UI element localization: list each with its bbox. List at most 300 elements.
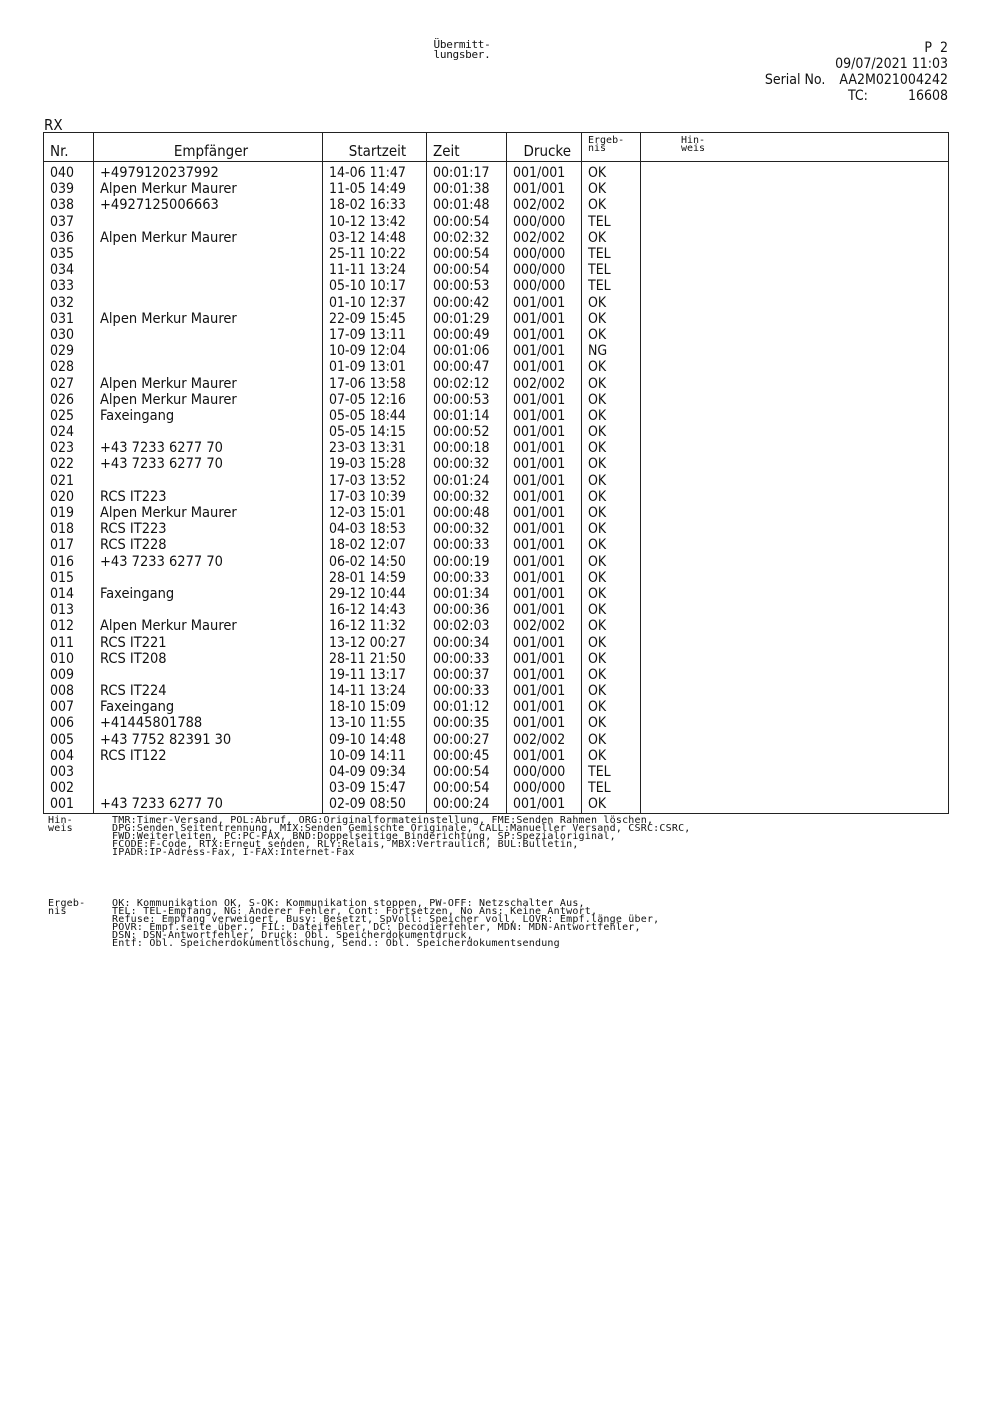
cell-drucke: 001/001 [507, 440, 582, 456]
cell-drucke: 001/001 [507, 359, 582, 375]
cell-ergebnis: OK [582, 230, 641, 246]
col-header-ergebnis-line2: nis [588, 143, 607, 154]
table-row [44, 634, 949, 650]
cell-zeit: 00:01:24 [427, 473, 507, 489]
cell-drucke: 002/002 [507, 375, 582, 391]
cell-drucke: 001/001 [507, 796, 582, 813]
cell-hinweis [641, 197, 949, 213]
legend-hinweis-text [112, 817, 691, 857]
cell-empfaenger [94, 473, 323, 489]
col-header-hinweis-line2: weis [681, 143, 706, 154]
cell-empfaenger [94, 570, 323, 586]
cell-empfaenger: Alpen Merkur Maurer [94, 230, 323, 246]
cell-startzeit: 17-03 13:52 [323, 473, 427, 489]
table-row [44, 764, 949, 780]
cell-hinweis [641, 796, 949, 813]
cell-empfaenger [94, 262, 323, 278]
cell-zeit: 00:00:54 [427, 262, 507, 278]
cell-drucke: 001/001 [507, 667, 582, 683]
cell-drucke: 001/001 [507, 327, 582, 343]
cell-empfaenger: +43 7233 6277 70 [94, 456, 323, 472]
cell-nr: 039 [44, 181, 94, 197]
table-row [44, 570, 949, 586]
cell-nr: 022 [44, 456, 94, 472]
cell-hinweis [641, 748, 949, 764]
cell-hinweis [641, 505, 949, 521]
cell-empfaenger: +43 7233 6277 70 [94, 796, 323, 813]
cell-empfaenger: Alpen Merkur Maurer [94, 618, 323, 634]
cell-empfaenger [94, 295, 323, 311]
cell-drucke: 001/001 [507, 634, 582, 650]
cell-startzeit: 07-05 12:16 [323, 392, 427, 408]
cell-hinweis [641, 683, 949, 699]
cell-empfaenger: +41445801788 [94, 715, 323, 731]
cell-startzeit: 11-05 14:49 [323, 181, 427, 197]
cell-nr: 016 [44, 554, 94, 570]
cell-hinweis [641, 634, 949, 650]
cell-zeit: 00:00:48 [427, 505, 507, 521]
cell-hinweis [641, 570, 949, 586]
legend-hinweis-label-line1: Hin- [48, 815, 73, 826]
cell-startzeit: 17-09 13:11 [323, 327, 427, 343]
table-row [44, 311, 949, 327]
table-row [44, 618, 949, 634]
table-row [44, 327, 949, 343]
cell-ergebnis: TEL [582, 780, 641, 796]
cell-zeit: 00:01:17 [427, 162, 507, 182]
cell-startzeit: 04-09 09:34 [323, 764, 427, 780]
cell-hinweis [641, 489, 949, 505]
cell-nr: 009 [44, 667, 94, 683]
table-row [44, 667, 949, 683]
cell-ergebnis: OK [582, 570, 641, 586]
cell-startzeit: 14-11 13:24 [323, 683, 427, 699]
cell-empfaenger [94, 214, 323, 230]
rx-journal-table [43, 132, 949, 814]
cell-empfaenger: Alpen Merkur Maurer [94, 311, 323, 327]
table-header-row [44, 133, 949, 162]
cell-nr: 007 [44, 699, 94, 715]
table-row [44, 424, 949, 440]
table-row [44, 262, 949, 278]
legend-ergebnis-label [48, 900, 98, 916]
cell-empfaenger: RCS IT228 [94, 537, 323, 553]
cell-drucke: 001/001 [507, 602, 582, 618]
table-row [44, 197, 949, 213]
cell-nr: 025 [44, 408, 94, 424]
legend-line: Refuse: Empfang verweigert, Busy: Besetzt, SpVoll: Speicher voll, LOVR: Empf.länge über, [112, 914, 660, 925]
cell-zeit: 00:00:24 [427, 796, 507, 813]
cell-drucke: 001/001 [507, 748, 582, 764]
cell-ergebnis: OK [582, 440, 641, 456]
cell-hinweis [641, 651, 949, 667]
cell-empfaenger: +4979120237992 [94, 162, 323, 182]
cell-zeit: 00:00:54 [427, 214, 507, 230]
cell-startzeit: 16-12 11:32 [323, 618, 427, 634]
cell-startzeit: 10-12 13:42 [323, 214, 427, 230]
cell-zeit: 00:00:54 [427, 780, 507, 796]
cell-startzeit: 18-02 12:07 [323, 537, 427, 553]
cell-nr: 028 [44, 359, 94, 375]
cell-hinweis [641, 456, 949, 472]
table-body [44, 162, 949, 814]
table-row [44, 651, 949, 667]
cell-startzeit: 03-12 14:48 [323, 230, 427, 246]
cell-empfaenger [94, 246, 323, 262]
cell-startzeit: 28-11 21:50 [323, 651, 427, 667]
cell-nr: 026 [44, 392, 94, 408]
cell-drucke: 001/001 [507, 295, 582, 311]
cell-drucke: 001/001 [507, 456, 582, 472]
cell-startzeit: 14-06 11:47 [323, 162, 427, 182]
cell-empfaenger: Faxeingang [94, 699, 323, 715]
cell-hinweis [641, 262, 949, 278]
cell-ergebnis: OK [582, 683, 641, 699]
table-row [44, 602, 949, 618]
cell-hinweis [641, 440, 949, 456]
cell-nr: 038 [44, 197, 94, 213]
cell-startzeit: 22-09 15:45 [323, 311, 427, 327]
cell-nr: 037 [44, 214, 94, 230]
table-row [44, 715, 949, 731]
cell-hinweis [641, 311, 949, 327]
table-row [44, 214, 949, 230]
table-row [44, 230, 949, 246]
cell-zeit: 00:00:33 [427, 570, 507, 586]
cell-ergebnis: OK [582, 554, 641, 570]
cell-drucke: 002/002 [507, 197, 582, 213]
cell-ergebnis: OK [582, 634, 641, 650]
cell-startzeit: 05-10 10:17 [323, 278, 427, 294]
cell-drucke: 001/001 [507, 311, 582, 327]
cell-nr: 010 [44, 651, 94, 667]
cell-drucke: 001/001 [507, 537, 582, 553]
cell-zeit: 00:01:29 [427, 311, 507, 327]
cell-empfaenger [94, 667, 323, 683]
cell-zeit: 00:00:33 [427, 683, 507, 699]
col-header-zeit: Zeit [427, 133, 507, 162]
cell-nr: 023 [44, 440, 94, 456]
legend-hinweis-label-line2: weis [48, 823, 73, 834]
cell-nr: 001 [44, 796, 94, 813]
cell-ergebnis: TEL [582, 262, 641, 278]
cell-hinweis [641, 780, 949, 796]
cell-hinweis [641, 764, 949, 780]
cell-nr: 034 [44, 262, 94, 278]
cell-hinweis [641, 732, 949, 748]
cell-ergebnis: OK [582, 327, 641, 343]
col-header-ergebnis-line1: Ergeb- [588, 135, 625, 146]
table-row [44, 246, 949, 262]
cell-drucke: 001/001 [507, 424, 582, 440]
table-row [44, 343, 949, 359]
cell-zeit: 00:01:12 [427, 699, 507, 715]
cell-ergebnis: TEL [582, 764, 641, 780]
cell-zeit: 00:00:49 [427, 327, 507, 343]
cell-zeit: 00:01:38 [427, 181, 507, 197]
cell-zeit: 00:00:35 [427, 715, 507, 731]
cell-nr: 004 [44, 748, 94, 764]
cell-drucke: 001/001 [507, 683, 582, 699]
cell-ergebnis: OK [582, 618, 641, 634]
cell-nr: 029 [44, 343, 94, 359]
cell-hinweis [641, 537, 949, 553]
cell-startzeit: 19-03 15:28 [323, 456, 427, 472]
page-number: P 2 [924, 40, 948, 56]
report-header-info [688, 40, 948, 104]
cell-nr: 019 [44, 505, 94, 521]
cell-empfaenger: Alpen Merkur Maurer [94, 375, 323, 391]
cell-zeit: 00:00:42 [427, 295, 507, 311]
cell-ergebnis: OK [582, 375, 641, 391]
cell-empfaenger [94, 602, 323, 618]
cell-empfaenger [94, 764, 323, 780]
cell-ergebnis: OK [582, 162, 641, 182]
cell-zeit: 00:01:14 [427, 408, 507, 424]
cell-startzeit: 05-05 14:15 [323, 424, 427, 440]
cell-startzeit: 29-12 10:44 [323, 586, 427, 602]
cell-drucke: 001/001 [507, 392, 582, 408]
col-header-startzeit: Startzeit [323, 133, 427, 162]
col-header-drucke: Drucke [507, 133, 582, 162]
cell-ergebnis: OK [582, 473, 641, 489]
cell-empfaenger: Alpen Merkur Maurer [94, 181, 323, 197]
cell-zeit: 00:00:33 [427, 537, 507, 553]
serial-label: Serial No. [764, 72, 826, 88]
cell-zeit: 00:00:27 [427, 732, 507, 748]
cell-empfaenger: +43 7752 82391 30 [94, 732, 323, 748]
col-header-empfaenger: Empfänger [94, 133, 323, 162]
cell-startzeit: 19-11 13:17 [323, 667, 427, 683]
cell-nr: 024 [44, 424, 94, 440]
cell-zeit: 00:02:03 [427, 618, 507, 634]
cell-zeit: 00:00:32 [427, 456, 507, 472]
legend-line: FWD:Weiterleiten, PC:PC-FAX, BND:Doppelseitige Binderichtung, SP:Spezialoriginal, [112, 831, 616, 842]
tc-value: 16608 [907, 88, 948, 104]
cell-nr: 035 [44, 246, 94, 262]
cell-ergebnis: OK [582, 715, 641, 731]
cell-drucke: 001/001 [507, 473, 582, 489]
cell-ergebnis: OK [582, 197, 641, 213]
section-label-rx: RX [44, 116, 63, 134]
cell-empfaenger: +43 7233 6277 70 [94, 440, 323, 456]
cell-startzeit: 13-12 00:27 [323, 634, 427, 650]
cell-ergebnis: OK [582, 732, 641, 748]
cell-startzeit: 05-05 18:44 [323, 408, 427, 424]
cell-drucke: 000/000 [507, 246, 582, 262]
cell-zeit: 00:01:34 [427, 586, 507, 602]
cell-nr: 036 [44, 230, 94, 246]
cell-hinweis [641, 375, 949, 391]
cell-hinweis [641, 230, 949, 246]
cell-ergebnis: OK [582, 796, 641, 813]
legend-line: OK: Kommunikation OK, S-OK: Kommunikation stoppen, PW-OFF: Netzschalter Aus, [112, 898, 585, 909]
table-row [44, 732, 949, 748]
table-row [44, 505, 949, 521]
table-row [44, 440, 949, 456]
col-header-hinweis [641, 133, 949, 162]
legend-line: TEL: TEL-Empfang, NG: Anderer Fehler, Cont: Fortsetzen, No Ans: Keine Antwort, [112, 906, 598, 917]
table-row [44, 796, 949, 813]
cell-startzeit: 28-01 14:59 [323, 570, 427, 586]
cell-startzeit: 23-03 13:31 [323, 440, 427, 456]
cell-zeit: 00:01:06 [427, 343, 507, 359]
cell-hinweis [641, 473, 949, 489]
legend-line: DSN: DSN-Antwortfehler, Druck: Obl. Speicherdokumentdruck, [112, 930, 473, 941]
cell-ergebnis: OK [582, 667, 641, 683]
col-header-nr: Nr. [44, 133, 94, 162]
cell-startzeit: 02-09 08:50 [323, 796, 427, 813]
cell-drucke: 002/002 [507, 732, 582, 748]
cell-zeit: 00:00:32 [427, 489, 507, 505]
legend-line: TMR:Timer-Versand, POL:Abruf, ORG:Originalformateinstellung, FME:Senden Rahmen löschen, [112, 815, 654, 826]
serial-value: AA2M021004242 [839, 72, 948, 88]
cell-zeit: 00:00:53 [427, 278, 507, 294]
cell-drucke: 001/001 [507, 408, 582, 424]
cell-ergebnis: OK [582, 456, 641, 472]
cell-hinweis [641, 715, 949, 731]
cell-ergebnis: OK [582, 748, 641, 764]
cell-zeit: 00:00:32 [427, 521, 507, 537]
cell-nr: 012 [44, 618, 94, 634]
cell-hinweis [641, 586, 949, 602]
cell-zeit: 00:00:52 [427, 424, 507, 440]
cell-hinweis [641, 162, 949, 182]
cell-empfaenger: Alpen Merkur Maurer [94, 392, 323, 408]
cell-zeit: 00:00:53 [427, 392, 507, 408]
cell-hinweis [641, 246, 949, 262]
cell-drucke: 001/001 [507, 554, 582, 570]
table-row [44, 375, 949, 391]
legend-hinweis-label [48, 817, 98, 833]
legend-line: DPG:Senden Seitentrennung, MIX:Senden Gemischte Originale, CALL:Manueller Versand, CSRC:CSRC, [112, 823, 691, 834]
cell-nr: 013 [44, 602, 94, 618]
table-row [44, 586, 949, 602]
legend-ergebnis [48, 900, 948, 956]
cell-nr: 003 [44, 764, 94, 780]
cell-hinweis [641, 392, 949, 408]
cell-empfaenger: RCS IT223 [94, 489, 323, 505]
cell-nr: 018 [44, 521, 94, 537]
cell-empfaenger [94, 343, 323, 359]
cell-drucke: 001/001 [507, 162, 582, 182]
cell-empfaenger: +4927125006663 [94, 197, 323, 213]
cell-hinweis [641, 618, 949, 634]
table-row [44, 473, 949, 489]
col-header-hinweis-line1: Hin- [681, 135, 706, 146]
cell-hinweis [641, 278, 949, 294]
cell-startzeit: 03-09 15:47 [323, 780, 427, 796]
cell-drucke: 001/001 [507, 505, 582, 521]
cell-zeit: 00:00:33 [427, 651, 507, 667]
legend-ergebnis-label-line1: Ergeb- [48, 898, 86, 909]
cell-startzeit: 17-06 13:58 [323, 375, 427, 391]
cell-hinweis [641, 602, 949, 618]
table-row [44, 489, 949, 505]
cell-zeit: 00:00:47 [427, 359, 507, 375]
cell-startzeit: 13-10 11:55 [323, 715, 427, 731]
cell-ergebnis: OK [582, 521, 641, 537]
cell-startzeit: 16-12 14:43 [323, 602, 427, 618]
cell-nr: 005 [44, 732, 94, 748]
cell-zeit: 00:01:48 [427, 197, 507, 213]
cell-zeit: 00:00:54 [427, 246, 507, 262]
cell-startzeit: 09-10 14:48 [323, 732, 427, 748]
cell-ergebnis: OK [582, 602, 641, 618]
table-row [44, 456, 949, 472]
cell-startzeit: 18-02 16:33 [323, 197, 427, 213]
cell-hinweis [641, 424, 949, 440]
cell-ergebnis: OK [582, 651, 641, 667]
legend-line: POVR: Empf.seite über., FIL: Dateifehler, DC: Decodierfehler, MDN: MDN-Antwortfehler, [112, 922, 641, 933]
cell-ergebnis: OK [582, 424, 641, 440]
cell-empfaenger: RCS IT122 [94, 748, 323, 764]
cell-empfaenger [94, 359, 323, 375]
cell-zeit: 00:02:12 [427, 375, 507, 391]
cell-hinweis [641, 214, 949, 230]
cell-drucke: 001/001 [507, 586, 582, 602]
cell-nr: 033 [44, 278, 94, 294]
legend-ergebnis-label-line2: nis [48, 906, 67, 917]
cell-empfaenger: RCS IT221 [94, 634, 323, 650]
cell-ergebnis: OK [582, 408, 641, 424]
cell-zeit: 00:02:32 [427, 230, 507, 246]
cell-ergebnis: OK [582, 699, 641, 715]
table-row [44, 162, 949, 182]
cell-drucke: 001/001 [507, 521, 582, 537]
cell-drucke: 000/000 [507, 780, 582, 796]
table-row [44, 408, 949, 424]
cell-empfaenger [94, 278, 323, 294]
col-header-ergebnis [582, 133, 641, 162]
cell-drucke: 002/002 [507, 618, 582, 634]
cell-zeit: 00:00:36 [427, 602, 507, 618]
table-row [44, 699, 949, 715]
cell-nr: 032 [44, 295, 94, 311]
legend-line: IPADR:IP-Adress-Fax, I-FAX:Internet-Fax [112, 847, 355, 858]
cell-startzeit: 10-09 14:11 [323, 748, 427, 764]
cell-startzeit: 01-09 13:01 [323, 359, 427, 375]
cell-drucke: 001/001 [507, 570, 582, 586]
cell-startzeit: 11-11 13:24 [323, 262, 427, 278]
cell-nr: 020 [44, 489, 94, 505]
table-row [44, 392, 949, 408]
cell-startzeit: 06-02 14:50 [323, 554, 427, 570]
cell-empfaenger [94, 424, 323, 440]
cell-ergebnis: OK [582, 181, 641, 197]
cell-hinweis [641, 408, 949, 424]
table-row [44, 521, 949, 537]
legend-ergebnis-text [112, 900, 659, 948]
cell-startzeit: 17-03 10:39 [323, 489, 427, 505]
cell-ergebnis: OK [582, 392, 641, 408]
cell-zeit: 00:00:18 [427, 440, 507, 456]
cell-hinweis [641, 295, 949, 311]
cell-nr: 021 [44, 473, 94, 489]
cell-empfaenger: +43 7233 6277 70 [94, 554, 323, 570]
table-row [44, 780, 949, 796]
report-datetime: 09/07/2021 11:03 [835, 56, 948, 72]
cell-nr: 040 [44, 162, 94, 182]
cell-startzeit: 10-09 12:04 [323, 343, 427, 359]
cell-drucke: 001/001 [507, 181, 582, 197]
cell-drucke: 001/001 [507, 715, 582, 731]
cell-hinweis [641, 327, 949, 343]
cell-hinweis [641, 343, 949, 359]
table-row [44, 683, 949, 699]
cell-empfaenger: Alpen Merkur Maurer [94, 505, 323, 521]
cell-empfaenger: RCS IT208 [94, 651, 323, 667]
